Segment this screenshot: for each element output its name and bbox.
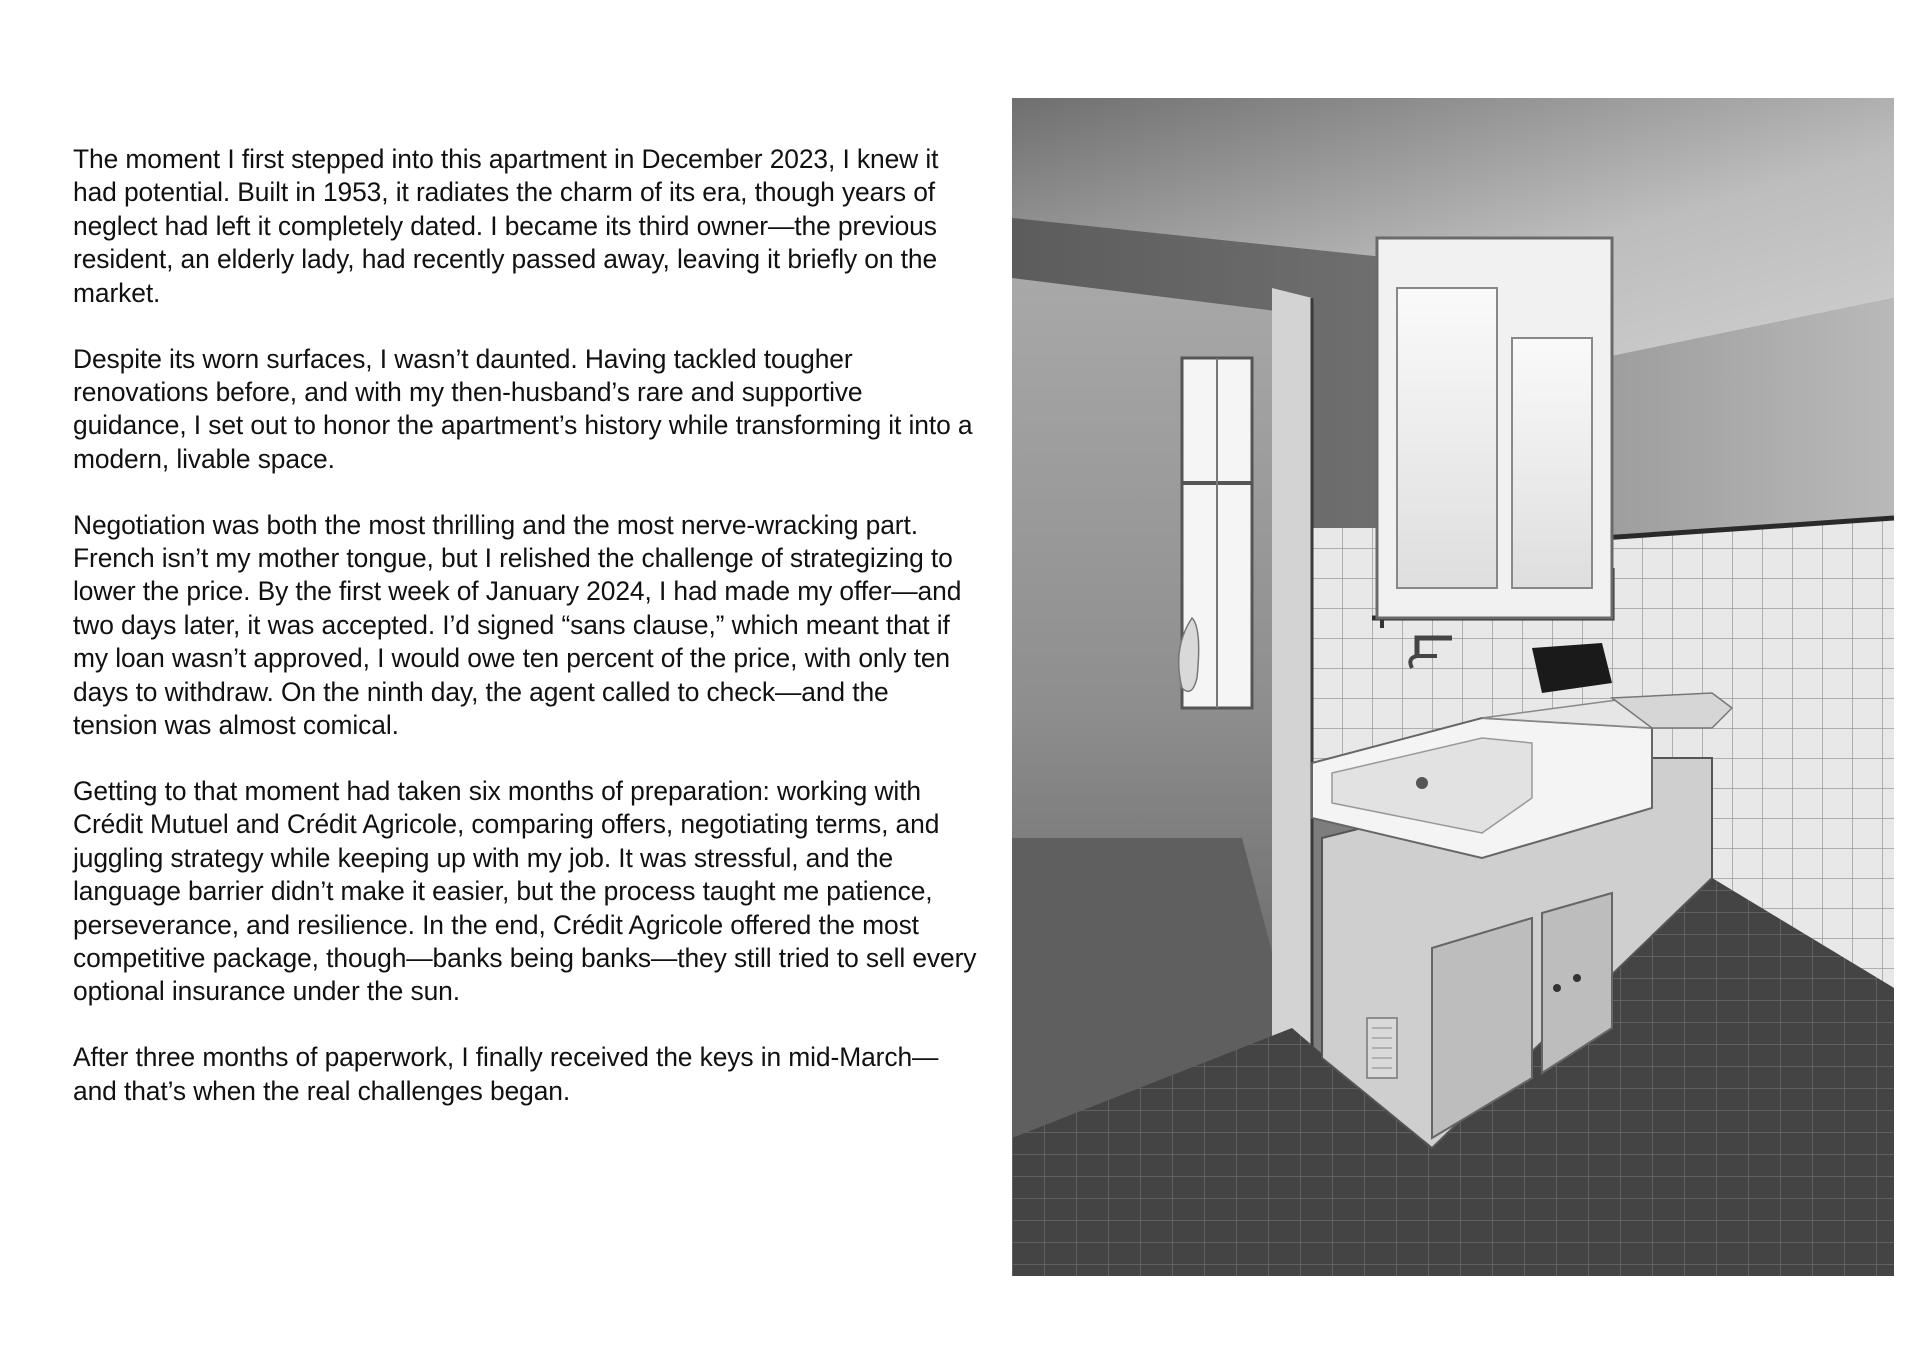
- paragraph-2: Despite its worn surfaces, I wasn’t daunted. Having tackled tougher renovations before, and with my then-husband’s rare and supportive guidance, I set out to honor the apartment’s history while transforming it into a modern, livable space.: [73, 343, 973, 474]
- paragraph-3: Negotiation was both the most thrilling and the most nerve-wracking part. French isn’t my mother tongue, but I relished the challenge of strategizing to lower the price. By the first week of January 2024, I had made my offer—and two days later, it was accepted. I’d signed “sans clause,” which meant that if my loan wasn’t approved, I would owe ten percent of the price, with only ten days to withdraw. On the ninth day, the agent called to check—and the tension was almost comical.: [73, 509, 962, 741]
- paragraph-1: The moment I first stepped into this apartment in December 2023, I knew it had potential. Built in 1953, it radiates the charm of its era, though years of neglect had left it completely dated. I became its third owner—the previous resident, an elderly lady, had recently passed away, leaving it briefly on the market.: [73, 144, 939, 308]
- paragraph-5: After three months of paperwork, I finally received the keys in mid-March—and that’s when the real challenges began.: [73, 1042, 939, 1106]
- article-text: [73, 143, 978, 1141]
- paragraph-4: Getting to that moment had taken six months of preparation: working with Crédit Mutuel and Crédit Agricole, comparing offers, negotiating terms, and juggling strategy while keeping up with my job. It was stressful, and the language barrier didn’t make it easier, but the process taught me patience, perseverance, and resilience. In the end, Crédit Agricole offered the most competitive package, though—banks being banks—they still tried to sell every optional insurance under the sun.: [73, 776, 977, 1007]
- kitchen-photo-illustration: [1012, 98, 1894, 1276]
- kitchen-photo: [1012, 98, 1894, 1276]
